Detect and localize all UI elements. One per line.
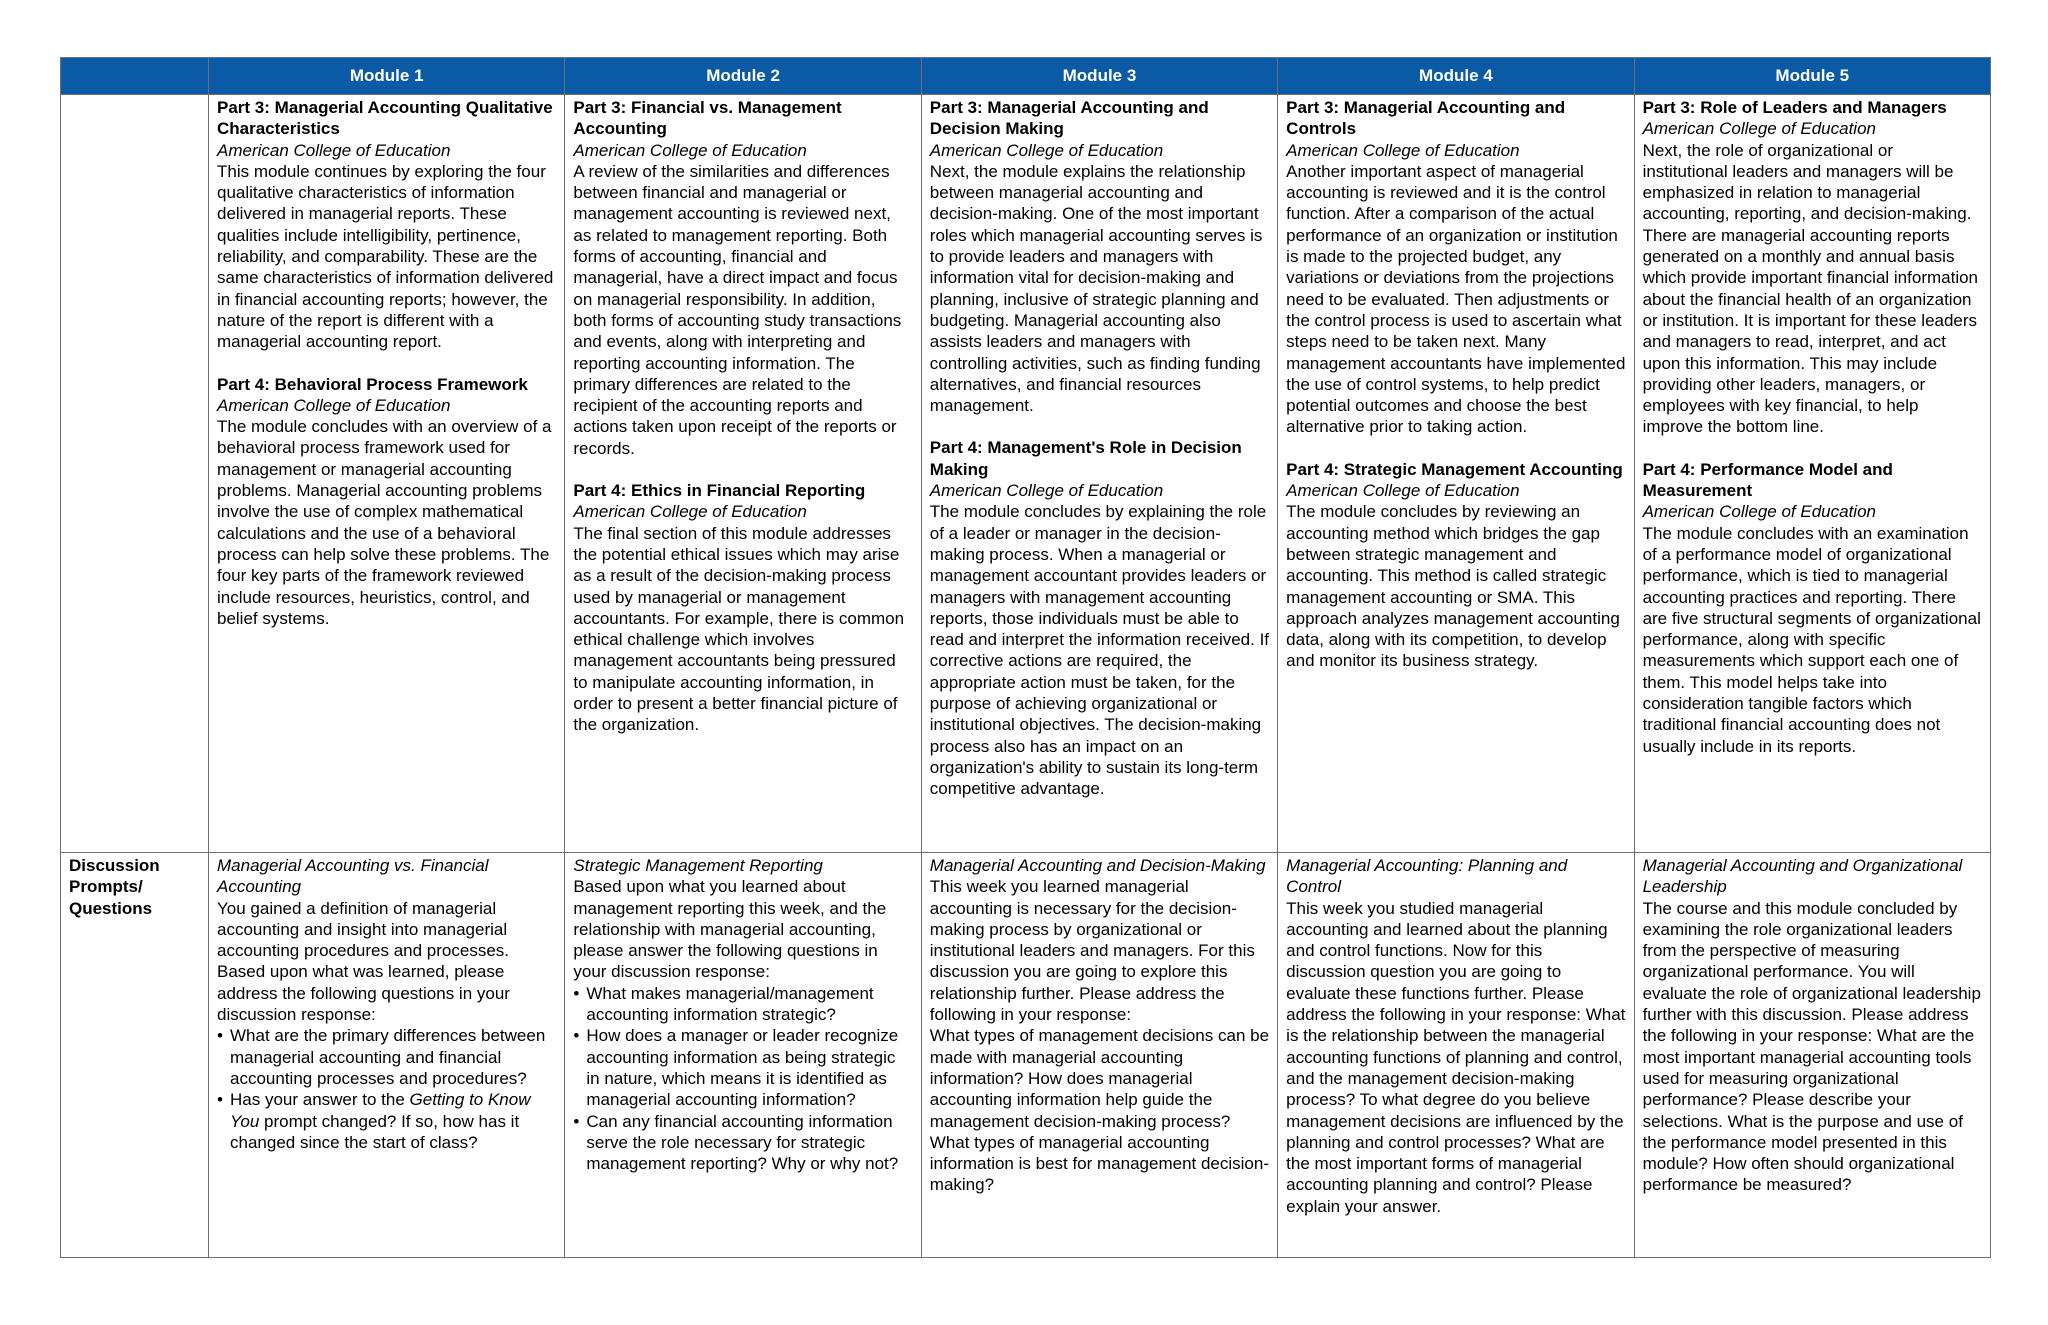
module-2-content-cell (565, 95, 921, 853)
part-4-title: Part 4: Behavioral Process Framework (217, 374, 528, 394)
part-4-source: American College of Education (217, 395, 451, 415)
module-2-discussion-cell (565, 853, 921, 1258)
part-3-source: American College of Education (929, 140, 1164, 160)
header-empty-cell (61, 58, 209, 95)
row-label-line-2: Prompts/ (69, 877, 143, 897)
header-module-5: Module 5 (1634, 58, 1990, 95)
part-4-source: American College of Education (573, 502, 807, 522)
header-row (61, 58, 1991, 95)
prompt-title: Managerial Accounting and Decision-Making (929, 856, 1266, 875)
part-3-description: This module continues by exploring the four qualitative characteristics of information delivered in managerial reports. These qualities include intelligibility, pertinence, reliability, and comparability. These are the same characteristics of information delivered in financial accounting reports; however, the nature of the report is different with a managerial accounting report. (217, 161, 554, 352)
part-4-title: Part 4: Performance Model and Measurement (1642, 459, 1893, 501)
module-5-discussion-cell (1634, 853, 1990, 1258)
part-4-title: Part 4: Ethics in Financial Reporting (573, 481, 866, 501)
prompt-title: Managerial Accounting vs. Financial Accounting (217, 856, 489, 897)
module-4-discussion-cell (1278, 853, 1634, 1258)
prompt-question-item: • Has your answer to the Getting to Know You prompt changed? If so, how has it changed since the start of class? (230, 1089, 556, 1153)
prompt-questions: What types of management decisions can be made with managerial accounting information? How does managerial accounting information help guide the management decision-making process? What types of managerial accounting information is best for management decision-making? (929, 1026, 1270, 1195)
part-4-description: The module concludes with an overview of a behavioral process framework used for management or managerial accounting problems. Managerial accounting problems involve the use of complex mathematical calculations and the use of a behavioral process can help solve these problems. The four key parts of the framework reviewed include resources, heuristics, control, and belief systems. (217, 417, 552, 628)
part-3-title: Part 3: Role of Leaders and Managers (1642, 98, 1947, 117)
part-4-source: American College of Education (1286, 481, 1520, 501)
content-row-label-cell (61, 95, 209, 853)
prompt-body: This week you studied managerial accounting and learned about the planning and control functions. Now for this discussion question you are going to evaluate these functions further. Please address the following in your response: What is the relationship between the managerial accounting functions of planning and control, and the management decision-making process? To what degree do you believe management decisions are influenced by the planning and control processes? What are the most important forms of managerial accounting planning and control? Please explain your answer. (1286, 898, 1626, 1216)
prompt-intro: Based upon what you learned about management reporting this week, and the relationship with managerial accounting, please answer the following questions in your discussion response: (573, 877, 887, 982)
module-3-discussion-cell (921, 853, 1277, 1258)
part-3-description: Next, the role of organizational or institutional leaders and managers will be emphasized in relation to managerial accounting, reporting, and decision-making. There are managerial accounting reports generated on a monthly and annual basis which provide important financial information about the financial health of an organization or institution. It is important for these leaders and managers to read, interpret, and act upon this information. This may include providing other leaders, managers, or employees with key financial, to help improve the bottom line. (1642, 140, 1979, 437)
header-module-3: Module 3 (921, 58, 1277, 95)
module-5-content-cell (1634, 95, 1990, 853)
part-4-source: American College of Education (1642, 502, 1876, 522)
part-3-source: American College of Education (1642, 119, 1876, 139)
discussion-row-label (61, 853, 209, 1258)
module-overview-table (60, 57, 1991, 1258)
header-module-1: Module 1 (209, 58, 565, 95)
prompt-question-item: • Can any financial accounting information serve the role necessary for strategic management reporting? Why or why not? (586, 1111, 912, 1175)
row-label-line-3: Questions (69, 898, 153, 918)
part-4-source: American College of Education (929, 481, 1164, 501)
prompt-question-list (573, 983, 912, 1175)
part-3-description: A review of the similarities and differences between financial and managerial or management accounting is reviewed next, as related to management reporting. Both forms of accounting, financial and managerial, have a direct impact and focus on managerial responsibility. In addition, both forms of accounting study transactions and events, along with interpreting and reporting accounting information. The primary differences are related to the recipient of the accounting reports and actions taken upon receipt of the reports or records. (573, 161, 902, 458)
module-3-content-cell (921, 95, 1277, 853)
part-3-description: Another important aspect of managerial accounting is reviewed and it is the control function. After a comparison of the actual performance of an organization or institution is made to the projected budget, any variations or deviations from the projections need to be evaluated. Then adjustments or the control process is used to ascertain what steps need to be taken next. Many management accountants have implemented the use of control systems, to help predict potential outcomes and choose the best alternative prior to taking action. (1286, 161, 1626, 437)
module-4-content-cell (1278, 95, 1634, 853)
content-row (61, 95, 1991, 853)
part-4-title: Part 4: Management's Role in Decision Making (929, 438, 1242, 479)
part-3-source: American College of Education (1286, 140, 1520, 160)
prompt-intro: You gained a definition of managerial accounting and insight into managerial accounting procedures and processes. Based upon what was learned, please address the following questions in your discussion response: (217, 898, 510, 1025)
prompt-title: Strategic Management Reporting (573, 856, 823, 875)
part-3-source: American College of Education (573, 140, 807, 160)
curriculum-table-container (60, 57, 1990, 1258)
discussion-row (61, 853, 1991, 1258)
prompt-body: The course and this module concluded by examining the role organizational leaders from the perspective of measuring organizational performance. You will evaluate the role of organizational leadership further with this discussion. Please address the following in your response: What are the most important managerial accounting tools used for measuring organizational performance? Please describe your selections. What is the purpose and use of the performance model presented in this module? How often should organizational performance be measured? (1642, 898, 1981, 1195)
part-3-description: Next, the module explains the relationship between managerial accounting and decision-making. One of the most important roles which managerial accounting serves is to provide leaders and managers with information vital for decision-making and planning, inclusive of strategic planning and budgeting. Managerial accounting also assists leaders and managers with controlling activities, such as finding funding alternatives, and financial resources management. (929, 161, 1263, 416)
prompt-title: Managerial Accounting: Planning and Control (1286, 856, 1568, 897)
part-3-title: Part 3: Managerial Accounting and Decision Making (929, 98, 1209, 139)
row-label-line-1: Discussion (69, 856, 160, 875)
part-3-title: Part 3: Financial vs. Management Accounting (573, 98, 842, 139)
prompt-question-item: • What makes managerial/management accounting information strategic? (586, 983, 912, 1026)
prompt-question-item: • What are the primary differences between managerial accounting and financial accounting processes and procedures? (230, 1025, 556, 1089)
header-module-4: Module 4 (1278, 58, 1634, 95)
module-1-discussion-cell (209, 853, 565, 1258)
module-1-content-cell (209, 95, 565, 853)
part-3-title: Part 3: Managerial Accounting and Controls (1286, 98, 1566, 139)
prompt-question-item: • How does a manager or leader recognize accounting information as being strategic in nature, which means it is identified as managerial accounting information? (586, 1025, 912, 1110)
part-4-description: The final section of this module addresses the potential ethical issues which may arise as a result of the decision-making process used by managerial or management accountants. For example, there is common ethical challenge which involves management accountants being pressured to manipulate accounting information, in order to present a better financial picture of the organization. (573, 523, 905, 735)
prompt-body: This week you learned managerial accounting is necessary for the decision-making process by organizational or institutional leaders and managers. For this discussion you are going to explore this relationship further. Please address the following in your response: (929, 877, 1255, 1025)
part-4-description: The module concludes by reviewing an accounting method which bridges the gap between strategic management and accounting. This method is called strategic management accounting or SMA. This approach analyzes management accounting data, along with its competition, to develop and monitor its business strategy. (1286, 502, 1620, 671)
part-4-description: The module concludes with an examination of a performance model of organizational performance, which is tied to managerial accounting practices and reporting. There are five structural segments of organizational performance, along with specific measurements which support each one of them. This model helps take into consideration tangible factors which traditional financial accounting does not usually include in its reports. (1642, 523, 1981, 756)
part-3-title: Part 3: Managerial Accounting Qualitative Characteristics (217, 98, 553, 139)
part-4-description: The module concludes by explaining the role of a leader or manager in the decision-making process. When a managerial or management accountant provides leaders or managers with management accounting reports, those individuals must be able to read and interpret the information received. If corrective actions are required, the appropriate action must be taken, for the purpose of achieving organizational or institutional objectives. The decision-making process also has an impact on an organization's ability to sustain its long-term competitive advantage. (929, 502, 1270, 799)
prompt-question-list (217, 1025, 556, 1153)
prompt-title: Managerial Accounting and Organizational Leadership (1642, 856, 1963, 897)
header-module-2: Module 2 (565, 58, 921, 95)
part-4-title: Part 4: Strategic Management Accounting (1286, 459, 1623, 479)
part-3-source: American College of Education (217, 140, 451, 160)
